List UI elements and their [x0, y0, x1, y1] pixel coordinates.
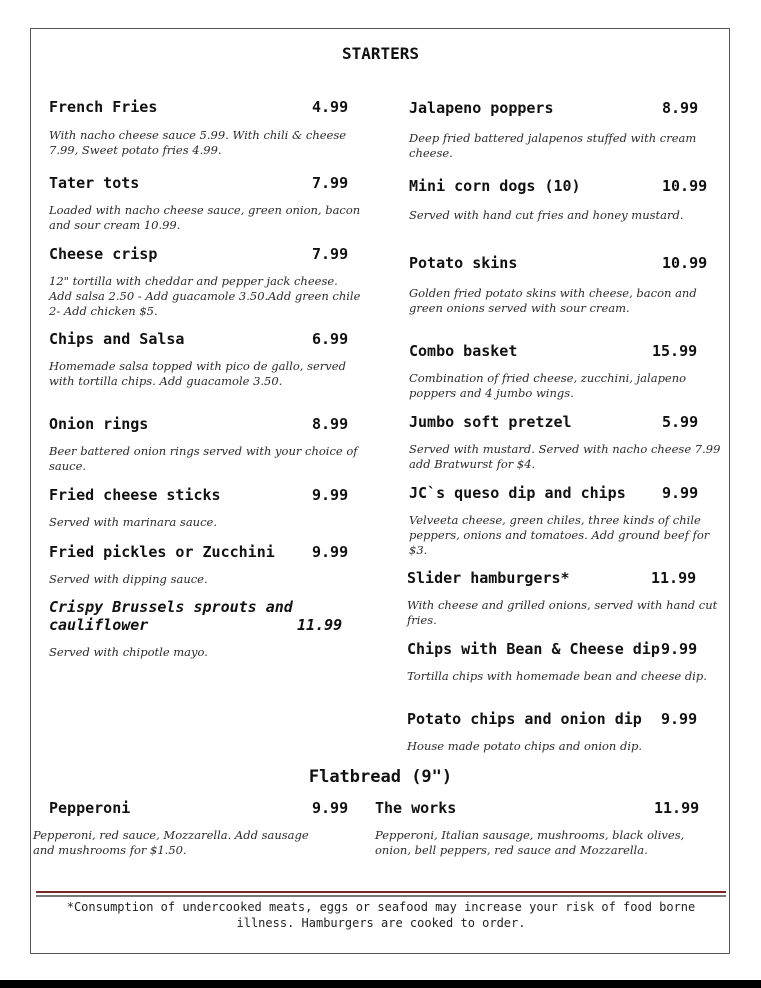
item-price: 9.99	[661, 710, 698, 728]
item-description: With cheese and grilled onions, served with hand cut fries.	[407, 598, 718, 627]
item-name: Cheese crisp	[49, 245, 158, 263]
item-name: Chips and Salsa	[49, 330, 185, 348]
starters-heading: STARTERS	[341, 44, 420, 63]
item-price: 9.99	[312, 543, 349, 561]
item-price: 4.99	[312, 98, 349, 116]
item-name: Pepperoni	[49, 799, 131, 817]
item-price: 8.99	[662, 99, 699, 117]
item-description: Served with hand cut fries and honey mustard.	[409, 208, 684, 222]
footer-divider-bottom	[36, 895, 726, 897]
item-price: 7.99	[312, 245, 349, 263]
footer-divider-top	[36, 891, 726, 893]
item-description: Golden fried potato skins with cheese, bacon and green onions served with sour cream.	[409, 286, 697, 315]
item-price: 11.99	[654, 799, 700, 817]
item-description: Beer battered onion rings served with your choice of sauce.	[49, 444, 358, 473]
item-description: 12" tortilla with cheddar and pepper jack cheese. Add salsa 2.50 - Add guacamole 3.50.Add green chile 2- Add chicken $5.	[49, 274, 361, 318]
item-price: 5.99	[662, 413, 699, 431]
item-description: House made potato chips and onion dip.	[407, 739, 643, 753]
item-price: 9.99	[312, 486, 349, 504]
item-price: 11.99	[297, 616, 343, 634]
item-price: 10.99	[662, 254, 708, 272]
item-price: 9.99	[312, 799, 349, 817]
item-name: Tater tots	[49, 174, 140, 192]
item-name: Jalapeno poppers	[409, 99, 554, 117]
item-description: Pepperoni, Italian sausage, mushrooms, black olives, onion, bell peppers, red sauce and Mozzarella.	[375, 828, 685, 857]
item-description: With nacho cheese sauce 5.99. With chili & cheese 7.99, Sweet potato fries 4.99.	[49, 128, 347, 157]
item-name: Slider hamburgers*	[407, 569, 570, 587]
item-name: JC`s queso dip and chips	[409, 484, 626, 502]
item-price: 7.99	[312, 174, 349, 192]
item-name: Onion rings	[49, 415, 149, 433]
item-description: Homemade salsa topped with pico de gallo, served with tortilla chips. Add guacamole 3.50.	[49, 359, 346, 388]
item-price: 9.99	[662, 484, 699, 502]
item-price: 9.99	[661, 640, 698, 658]
item-description: Deep fried battered jalapenos stuffed with cream cheese.	[409, 131, 697, 160]
item-description: Tortilla chips with homemade bean and cheese dip.	[407, 669, 707, 683]
item-description: Combination of fried cheese, zucchini, jalapeno poppers and 4 jumbo wings.	[409, 371, 687, 400]
item-description: Served with marinara sauce.	[49, 515, 217, 529]
item-name: Fried pickles or Zucchini	[49, 543, 275, 561]
food-safety-disclaimer: *Consumption of undercooked meats, eggs or seafood may increase your risk of food borne illness. Hamburgers are cooked to order.	[66, 900, 696, 930]
item-name: The works	[375, 799, 457, 817]
item-price: 10.99	[662, 177, 708, 195]
item-price: 15.99	[652, 342, 698, 360]
item-name: Mini corn dogs (10)	[409, 177, 581, 195]
item-description: Loaded with nacho cheese sauce, green onion, bacon and sour cream 10.99.	[49, 203, 361, 232]
bottom-edge-bar	[0, 980, 761, 988]
item-name: Fried cheese sticks	[49, 486, 221, 504]
item-description: Served with chipotle mayo.	[49, 645, 208, 659]
item-description: Velveeta cheese, green chiles, three kinds of chile peppers, onions and tomatoes. Add ground beef for $3.	[409, 513, 710, 557]
item-description: Served with mustard. Served with nacho cheese 7.99 add Bratwurst for $4.	[409, 442, 721, 471]
item-description: Pepperoni, red sauce, Mozzarella. Add sausage and mushrooms for $1.50.	[33, 828, 309, 857]
item-name: French Fries	[49, 98, 158, 116]
item-name: Potato skins	[409, 254, 518, 272]
item-name: Crispy Brussels sprouts and cauliflower	[49, 598, 293, 634]
item-price: 6.99	[312, 330, 349, 348]
item-name: Combo basket	[409, 342, 518, 360]
item-price: 8.99	[312, 415, 349, 433]
flatbread-heading: Flatbread (9")	[308, 767, 453, 787]
item-name: Potato chips and onion dip	[407, 710, 642, 728]
item-name: Chips with Bean & Cheese dip	[407, 640, 660, 658]
item-name: Jumbo soft pretzel	[409, 413, 572, 431]
item-price: 11.99	[651, 569, 697, 587]
item-description: Served with dipping sauce.	[49, 572, 208, 586]
